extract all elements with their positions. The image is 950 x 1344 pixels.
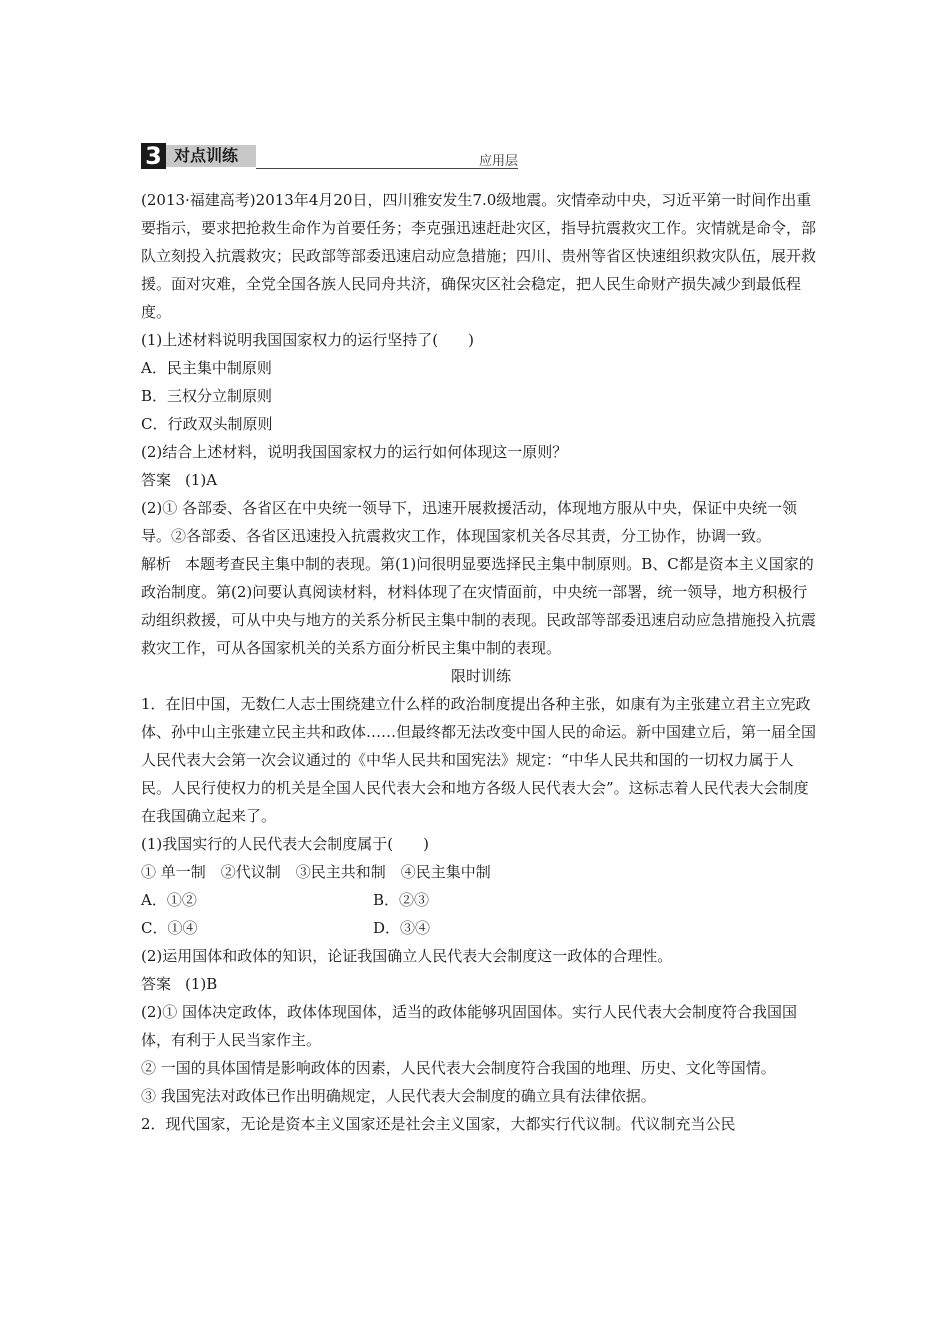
q2-answer2-2: ② 一国的具体国情是影响政体的因素，人民代表大会制度符合我国的地理、历史、文化等国情。: [141, 1059, 776, 1077]
q2-option-a: A．①②: [141, 891, 197, 909]
layer-label: 应用层: [478, 154, 518, 169]
q1-analysis: [141, 550, 821, 662]
q2-answer1: (1)B: [185, 975, 218, 993]
q2-options-row2: [141, 914, 821, 942]
q1-material: (2013·福建高考)2013年4月20日，四川雅安发生7.0级地震。灾情牵动中央，习近平第一时间作出重要指示，要求把抢救生命作为首要任务；李克强迅速赶赴灾区，指导抗震救灾工作。灾情就是命令，部队立刻投入抗震救灾；民政部等部委迅速启动应急措施；四川、贵州等省区快速组织救灾队伍，展开救援。面对灾难，全党全国各族人民同舟共济，确保灾区社会稳定，把人民生命财产损失减少到最低程度。: [141, 191, 817, 321]
q2-option-d: D．③④: [373, 919, 431, 937]
q1-sub2: (2)结合上述材料，说明我国国家权力的运行如何体现这一原则？: [141, 443, 568, 461]
q1-option-b: B．三权分立制原则: [141, 387, 273, 405]
q2-items: ① 单一制 ②代议制 ③民主共和制 ④民主集中制: [141, 863, 491, 881]
analysis-label: 解析: [141, 555, 172, 573]
q1-answer2: (2)① 各部委、各省区在中央统一领导下，迅速开展救援活动，体现地方服从中央，保证中央统一领导。②各部委、各省区迅速投入抗震救灾工作，体现国家机关各尽其责，分工协作，协调一致。: [141, 499, 798, 545]
section2-title: 限时训练: [450, 667, 511, 685]
q2-stem: 1．在旧中国，无数仁人志士围绕建立什么样的政治制度提出各种主张，如康有为主张建立君主立宪政体、孙中山主张建立民主共和政体……但最终都无法改变中国人民的命运。新中国建立后，第一届全国人民代表大会第一次会议通过的《中华人民共和国宪法》规定：“中华人民共和国的一切权力属于人民。人民行使权力的机关是全国人民代表大会和地方各级人民代表大会”。这标志着人民代表大会制度在我国确立起来了。: [141, 695, 817, 825]
section-number: 3: [141, 143, 166, 169]
answer-label: 答案: [141, 471, 172, 489]
section-header: [141, 143, 518, 171]
q2-options-row1: [141, 886, 821, 914]
q2-answer2-3: ③ 我国宪法对政体已作出明确规定，人民代表大会制度的确立具有法律依据。: [141, 1087, 656, 1105]
q1-sub1: (1)上述材料说明我国国家权力的运行坚持了( ): [141, 331, 474, 349]
q1-answer1: (1)A: [185, 471, 218, 489]
q2-answer2-1: (2)① 国体决定政体，政体体现国体，适当的政体能够巩固国体。实行人民代表大会制度符合我国国体，有利于人民当家作主。: [141, 1003, 798, 1049]
q1-answer: [141, 466, 821, 494]
section-title: 对点训练: [166, 145, 256, 167]
q3-stem: 2．现代国家，无论是资本主义国家还是社会主义国家，大都实行代议制。代议制充当公民: [141, 1115, 736, 1133]
q2-option-c: C．①④: [141, 919, 198, 937]
q2-option-b: B．②③: [373, 891, 430, 909]
q1-option-a: A．民主集中制原则: [141, 359, 272, 377]
q2-sub1: (1)我国实行的人民代表大会制度属于( ): [141, 835, 429, 853]
q1-analysis-text: 本题考查民主集中制的表现。第(1)问很明显要选择民主集中制原则。B、C都是资本主义国家的政治制度。第(2)问要认真阅读材料，材料体现了在灾情面前，中央统一部署，统一领导，地方积极行动组织救援，可从中央与地方的关系分析民主集中制的表现。民政部等部委迅速启动应急措施投入抗震救灾工作，可从各国家机关的关系方面分析民主集中制的表现。: [141, 555, 817, 657]
answer-label: 答案: [141, 975, 172, 993]
q2-sub2: (2)运用国体和政体的知识，论证我国确立人民代表大会制度这一政体的合理性。: [141, 947, 673, 965]
document-body: [141, 186, 821, 1138]
q1-option-c: C．行政双头制原则: [141, 415, 273, 433]
q2-answer: [141, 970, 821, 998]
